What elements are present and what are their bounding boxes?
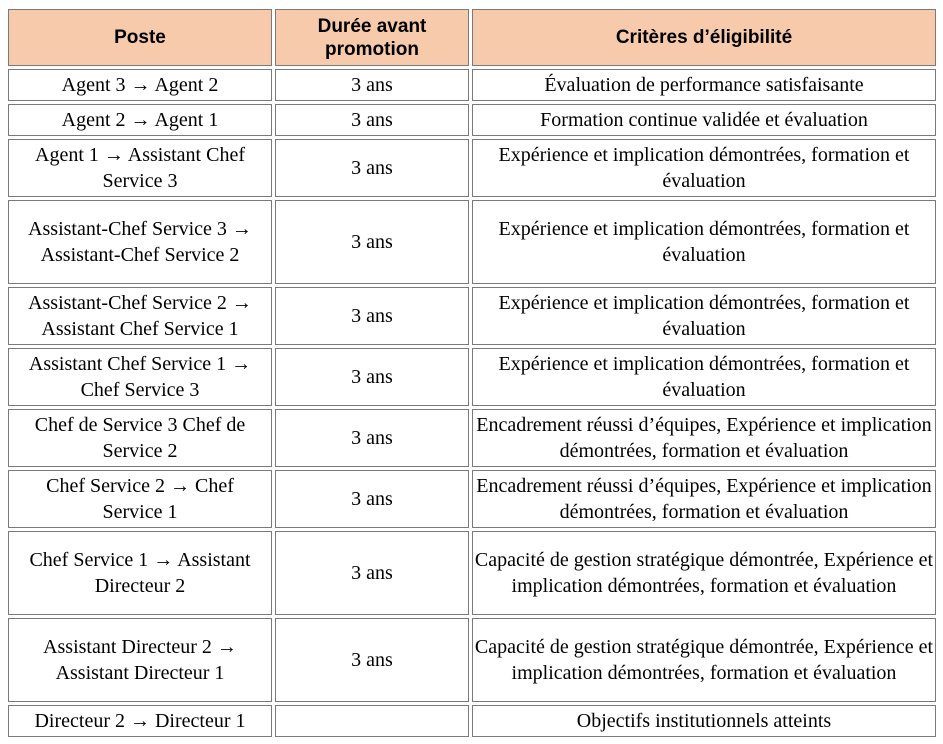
cell-criteres: Capacité de gestion stratégique démontrée, Expérience et implication démontrées, formation et évaluation [472, 531, 936, 615]
cell-duree: 3 ans [275, 104, 469, 136]
cell-duree: 3 ans [275, 531, 469, 615]
cell-poste: Agent 3 → Agent 2 [8, 69, 272, 101]
cell-duree: 3 ans [275, 200, 469, 284]
cell-criteres: Capacité de gestion stratégique démontrée, Expérience et implication démontrées, formation et évaluation [472, 618, 936, 702]
cell-poste: Assistant-Chef Service 2 → Assistant Chef Service 1 [8, 287, 272, 345]
table-row [8, 409, 936, 467]
cell-duree [275, 705, 469, 737]
header-duree: Durée avant promotion [275, 9, 469, 66]
promotion-table [5, 6, 939, 740]
table-row [8, 200, 936, 284]
cell-criteres: Expérience et implication démontrées, formation et évaluation [472, 348, 936, 406]
table-row [8, 348, 936, 406]
cell-duree: 3 ans [275, 139, 469, 197]
table-row [8, 139, 936, 197]
cell-criteres: Formation continue validée et évaluation [472, 104, 936, 136]
cell-poste: Chef de Service 3 Chef de Service 2 [8, 409, 272, 467]
cell-criteres: Objectifs institutionnels atteints [472, 705, 936, 737]
table-row [8, 287, 936, 345]
cell-duree: 3 ans [275, 618, 469, 702]
cell-duree: 3 ans [275, 409, 469, 467]
cell-criteres: Expérience et implication démontrées, formation et évaluation [472, 287, 936, 345]
table-row [8, 104, 936, 136]
cell-poste: Agent 1 → Assistant Chef Service 3 [8, 139, 272, 197]
cell-poste: Assistant Directeur 2 → Assistant Directeur 1 [8, 618, 272, 702]
cell-criteres: Encadrement réussi d’équipes, Expérience et implication démontrées, formation et évaluation [472, 470, 936, 528]
cell-duree: 3 ans [275, 470, 469, 528]
cell-poste: Assistant Chef Service 1 → Chef Service 3 [8, 348, 272, 406]
header-criteres: Critères d’éligibilité [472, 9, 936, 66]
header-row [8, 9, 936, 66]
page [5, 6, 939, 740]
table-row [8, 69, 936, 101]
cell-duree: 3 ans [275, 287, 469, 345]
cell-poste: Chef Service 2 → Chef Service 1 [8, 470, 272, 528]
table-row [8, 618, 936, 702]
cell-duree: 3 ans [275, 348, 469, 406]
cell-criteres: Évaluation de performance satisfaisante [472, 69, 936, 101]
cell-poste: Assistant-Chef Service 3 → Assistant-Chef Service 2 [8, 200, 272, 284]
cell-poste: Directeur 2 → Directeur 1 [8, 705, 272, 737]
table-row [8, 470, 936, 528]
table-row [8, 705, 936, 737]
cell-criteres: Encadrement réussi d’équipes, Expérience et implication démontrées, formation et évaluation [472, 409, 936, 467]
cell-criteres: Expérience et implication démontrées, formation et évaluation [472, 200, 936, 284]
cell-criteres: Expérience et implication démontrées, formation et évaluation [472, 139, 936, 197]
cell-duree: 3 ans [275, 69, 469, 101]
cell-poste: Chef Service 1 → Assistant Directeur 2 [8, 531, 272, 615]
cell-poste: Agent 2 → Agent 1 [8, 104, 272, 136]
table-row [8, 531, 936, 615]
header-poste: Poste [8, 9, 272, 66]
